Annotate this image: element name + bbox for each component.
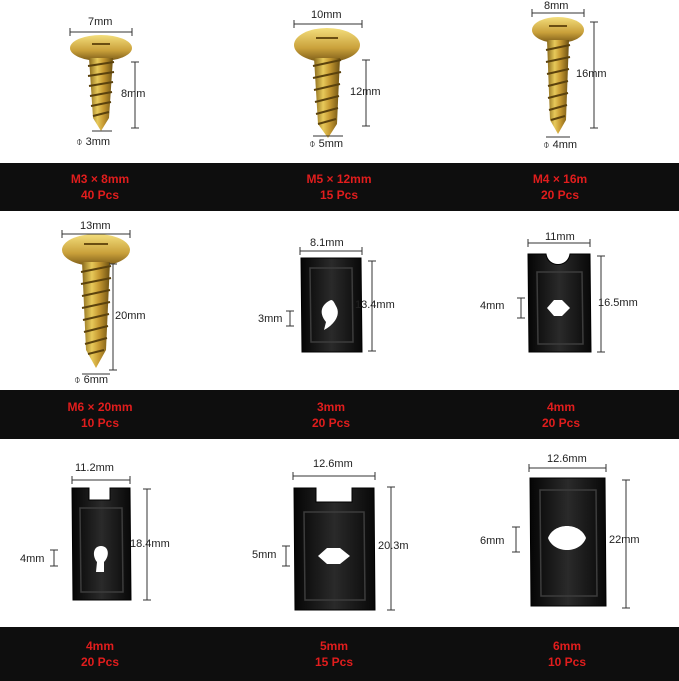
product-label: [460, 171, 660, 203]
product-label: [467, 638, 667, 670]
dim-hole: 6mm: [480, 535, 505, 547]
product-qty: 40 Pcs: [80, 188, 120, 202]
dim-bottom-value: 5mm: [318, 138, 344, 150]
dim-side: 8mm: [121, 88, 146, 100]
screw-m6-20mm: [62, 234, 130, 368]
product-label: [461, 399, 661, 431]
clip-6mm: [530, 478, 606, 606]
product-qty: 15 Pcs: [319, 188, 359, 202]
dim-bottom-value: 4mm: [552, 139, 578, 151]
product-qty: 20 Pcs: [540, 188, 580, 202]
product-label: [239, 171, 439, 203]
product-size: M5 × 12mm: [306, 172, 372, 186]
dim-top: 8.1mm: [310, 237, 344, 249]
dim-side: 20mm: [115, 310, 146, 322]
dim-bottom-value: 3mm: [85, 136, 111, 148]
product-qty: 10 Pcs: [547, 655, 587, 669]
dim-hole: 5mm: [252, 549, 277, 561]
dim-top: 10mm: [311, 9, 342, 21]
product-label: [231, 399, 431, 431]
product-size: 5mm: [319, 639, 348, 653]
screw-m3-8mm: [70, 35, 132, 131]
product-size: M4 × 16m: [532, 172, 588, 186]
product-qty: 15 Pcs: [314, 655, 354, 669]
dim-bottom: ⌽ 6mm: [74, 374, 109, 386]
dim-hole: 4mm: [480, 300, 505, 312]
product-label: [234, 638, 434, 670]
product-qty: 20 Pcs: [541, 416, 581, 430]
product-label: [0, 171, 200, 203]
dim-bottom: ⌽ 5mm: [309, 138, 344, 150]
product-qty: 10 Pcs: [80, 416, 120, 430]
dim-hole: 3mm: [258, 313, 283, 325]
product-size: 4mm: [546, 400, 575, 414]
product-size: M3 × 8mm: [70, 172, 130, 186]
dim-side: 22mm: [609, 534, 640, 546]
clip-4mm-b: [72, 488, 131, 600]
product-label: [0, 399, 200, 431]
dim-top: 11.2mm: [75, 462, 114, 474]
dim-side: 16.5mm: [598, 297, 638, 309]
dim-side: 13.4mm: [355, 299, 395, 311]
dim-top: 11mm: [545, 231, 575, 243]
product-qty: 20 Pcs: [80, 655, 120, 669]
product-size: M6 × 20mm: [67, 400, 133, 414]
dim-top: 12.6mm: [547, 453, 587, 465]
product-qty: 20 Pcs: [311, 416, 351, 430]
dim-side: 12mm: [350, 86, 381, 98]
dim-hole: 4mm: [20, 553, 45, 565]
dim-side: 20.3m: [378, 540, 409, 552]
clip-3mm: [301, 258, 362, 352]
clip-5mm: [294, 488, 375, 610]
product-size: 3mm: [316, 400, 345, 414]
dim-bottom-value: 6mm: [83, 374, 109, 386]
dim-top: 12.6mm: [313, 458, 353, 470]
dim-side: 18.4mm: [130, 538, 170, 550]
dim-bottom: ⌽ 4mm: [543, 139, 578, 151]
dim-top: 8mm: [544, 0, 569, 12]
product-label: [0, 638, 200, 670]
dim-top: 13mm: [80, 220, 111, 232]
dim-top: 7mm: [88, 16, 113, 28]
screw-m5-12mm: [294, 28, 360, 138]
dim-bottom: ⌽ 3mm: [76, 136, 111, 148]
product-size: 4mm: [85, 639, 114, 653]
product-size: 6mm: [552, 639, 581, 653]
clip-4mm-a: [528, 254, 591, 352]
dim-side: 16mm: [576, 68, 607, 80]
